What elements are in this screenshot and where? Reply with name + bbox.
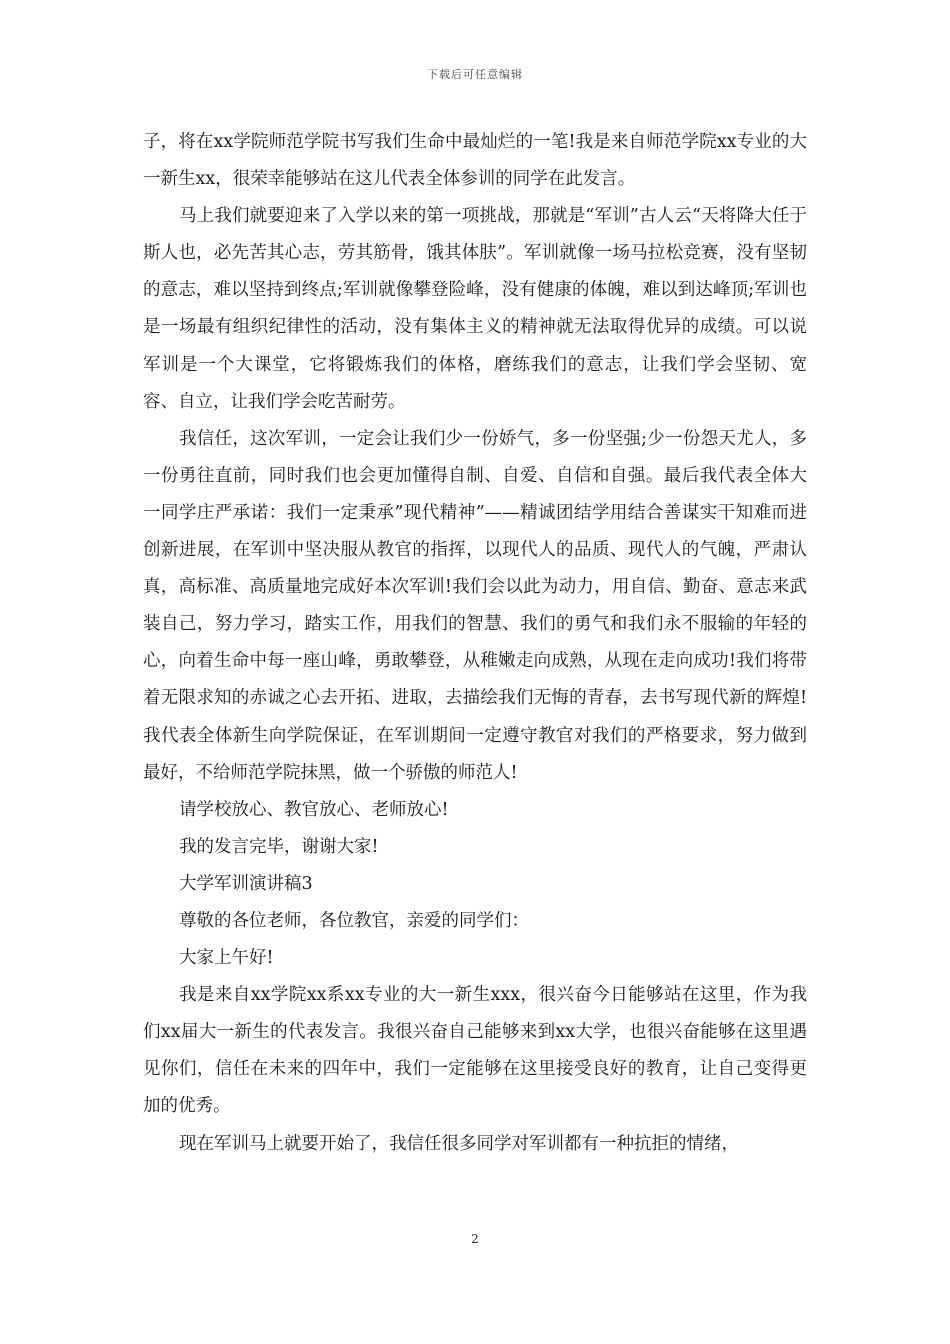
greeting: 大家上午好!: [179, 948, 274, 969]
section-heading: 大学军训演讲稿3: [179, 873, 313, 894]
salutation: 尊敬的各位老师，各位教官，亲爱的同学们：: [179, 910, 529, 931]
document-body: [143, 124, 807, 1163]
paragraph: 我的发言完毕，谢谢大家!: [179, 836, 379, 857]
paragraph: 请学校放心、教官放心、老师放心!: [179, 799, 449, 820]
paragraph: 马上我们就要迎来了入学以来的第一项挑战，那就是“军训”古人云“天将降大任于斯人也，必先苦其心志，劳其筋骨，饿其体肤”。军训就像一场马拉松竞赛，没有坚韧的意志，难以坚持到终点;军训就像攀登险峰，没有健康的体魄，难以到达峰顶;军训也是一场最有组织纪律性的活动，没有集体主义的精神就无法取得优异的成绩。可以说军训是一个大课堂，它将锻炼我们的体格，磨练我们的意志，让我们学会坚韧、宽容、自立，让我们学会吃苦耐劳。: [143, 206, 807, 412]
page-header: 下载后可任意编辑: [427, 68, 523, 81]
paragraph: 现在军训马上就要开始了，我信任很多同学对军训都有一种抗拒的情绪，: [179, 1133, 739, 1154]
paragraph: 我信任，这次军训，一定会让我们少一份娇气，多一份坚强;少一份怨天尤人，多一份勇往直前，同时我们也会更加懂得自制、自爱、自信和自强。最后我代表全体大一同学庄严承诺：我们一定秉承”现代精神”——精诚团结学用结合善谋实干知难而进创新进展，在军训中坚决服从教官的指挥，以现代人的品质、现代人的气魄，严肃认真，高标准、高质量地完成好本次军训!我们会以此为动力，用自信、勤奋、意志来武装自己，努力学习，踏实工作，用我们的智慧、我们的勇气和我们永不服输的年轻的心，向着生命中每一座山峰，勇敢攀登，从稚嫩走向成熟，从现在走向成功!我们将带着无限求知的赤诚之心去开拓、进取，去描绘我们无悔的青春，去书写现代新的辉煌!我代表全体新生向学院保证，在军训期间一定遵守教官对我们的严格要求，努力做到最好，不给师范学院抹黑，做一个骄傲的师范人!: [143, 428, 807, 783]
paragraph: 子，将在xx学院师范学院书写我们生命中最灿烂的一笔!我是来自师范学院xx专业的大一新生xx，很荣幸能够站在这儿代表全体参训的同学在此发言。: [143, 132, 807, 190]
page-number: 2: [471, 1232, 479, 1246]
paragraph: 我是来自xx学院xx系xx专业的大一新生xxx，很兴奋今日能够站在这里，作为我们xx届大一新生的代表发言。我很兴奋自己能够来到xx大学，也很兴奋能够在这里遇见你们，信任在未来的四年中，我们一定能够在这里接受良好的教育，让自己变得更加的优秀。: [143, 985, 807, 1117]
